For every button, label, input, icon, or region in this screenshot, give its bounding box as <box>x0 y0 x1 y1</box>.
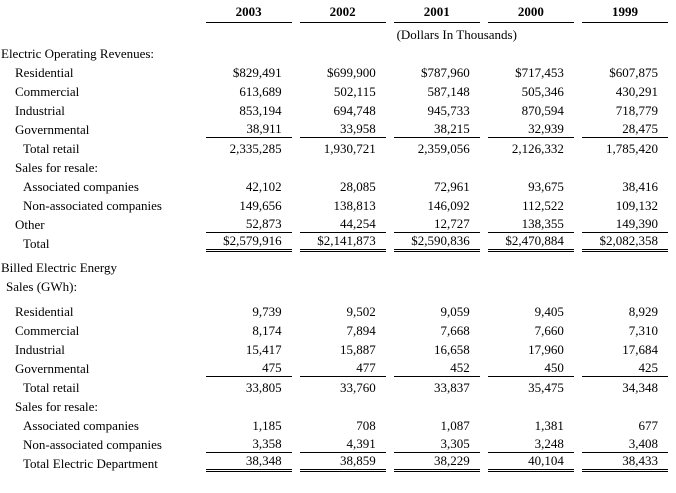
value-cell: 853,194 <box>239 103 282 118</box>
row-label: Total retail <box>23 141 80 156</box>
units-note-row <box>0 23 668 43</box>
value-cell: 38,859 <box>300 453 386 472</box>
value-cell: 9,059 <box>440 304 470 319</box>
value-cell: 109,132 <box>615 198 658 213</box>
value-cell: 16,658 <box>434 342 470 357</box>
value-cell: 33,805 <box>245 380 282 395</box>
value-cell: 587,148 <box>427 84 470 99</box>
table-row <box>0 157 668 176</box>
value-cell: 34,348 <box>622 380 658 395</box>
year-header: 2001 <box>394 2 480 23</box>
value-cell: 17,684 <box>622 342 658 357</box>
row-label: Non-associated companies <box>23 198 162 213</box>
value-cell: 3,305 <box>394 434 480 453</box>
value-cell: 146,092 <box>427 198 470 213</box>
value-cell: 1,087 <box>440 418 470 433</box>
value-cell: 7,660 <box>534 323 564 338</box>
table-row <box>0 43 668 62</box>
value-cell: 149,390 <box>582 214 668 233</box>
value-cell: $699,900 <box>326 65 376 80</box>
value-cell: 945,733 <box>427 103 470 118</box>
value-cell: 8,929 <box>628 304 658 319</box>
year-header-row <box>0 2 668 23</box>
value-cell: $607,875 <box>609 65 658 80</box>
value-cell: $2,579,916 <box>206 233 292 252</box>
value-cell: 9,502 <box>346 304 376 319</box>
value-cell: 1,185 <box>252 418 282 433</box>
table-row <box>0 453 668 472</box>
table-row <box>0 233 668 252</box>
year-header: 2000 <box>488 2 574 23</box>
value-cell: 35,475 <box>528 380 564 395</box>
value-cell: 452 <box>394 358 480 377</box>
table-row <box>0 195 668 214</box>
row-label: Industrial <box>15 342 65 357</box>
value-cell: 718,779 <box>615 103 658 118</box>
value-cell: 425 <box>582 358 668 377</box>
value-cell: 28,085 <box>339 179 376 194</box>
subsection-title: Sales for resale: <box>15 399 99 414</box>
value-cell: $2,470,884 <box>488 233 574 252</box>
value-cell: 9,405 <box>534 304 564 319</box>
table-row <box>0 434 668 453</box>
table-row <box>0 119 668 138</box>
value-cell: 694,748 <box>333 103 376 118</box>
value-cell: 613,689 <box>239 84 282 99</box>
section-title: Billed Electric Energy <box>1 260 117 275</box>
units-note: (Dollars In Thousands) <box>396 27 517 42</box>
value-cell: 1,785,420 <box>606 141 658 156</box>
value-cell: $2,082,358 <box>582 233 668 252</box>
table-row <box>0 214 668 233</box>
value-cell: 7,894 <box>346 323 376 338</box>
value-cell: 38,911 <box>206 119 292 138</box>
row-label: Non-associated companies <box>23 437 162 452</box>
value-cell: $829,491 <box>232 65 282 80</box>
value-cell: 33,837 <box>434 380 470 395</box>
value-cell: 32,939 <box>488 119 574 138</box>
value-cell: 8,174 <box>252 323 282 338</box>
value-cell: $717,453 <box>515 65 564 80</box>
value-cell: 7,310 <box>628 323 658 338</box>
row-label: Total <box>23 236 50 251</box>
value-cell: 12,727 <box>394 214 480 233</box>
subsection-title: Sales for resale: <box>15 160 99 175</box>
row-label: Associated companies <box>23 418 139 433</box>
table-row <box>0 62 668 81</box>
table-row <box>0 358 668 377</box>
table-row <box>0 276 668 295</box>
row-label: Total retail <box>23 380 80 395</box>
value-cell: $2,590,836 <box>394 233 480 252</box>
table-row <box>0 257 668 276</box>
value-cell: 1,381 <box>534 418 564 433</box>
value-cell: 38,433 <box>582 453 668 472</box>
value-cell: 15,417 <box>245 342 282 357</box>
value-cell: 870,594 <box>521 103 564 118</box>
value-cell: 15,887 <box>339 342 376 357</box>
table-row <box>0 138 668 157</box>
value-cell: 40,104 <box>488 453 574 472</box>
value-cell: 430,291 <box>615 84 658 99</box>
value-cell: $787,960 <box>421 65 470 80</box>
row-label: Total Electric Department <box>23 456 158 471</box>
section-title: Electric Operating Revenues: <box>1 46 155 61</box>
table-row <box>0 377 668 396</box>
table-row <box>0 301 668 320</box>
year-header: 2003 <box>206 2 292 23</box>
value-cell: 138,355 <box>488 214 574 233</box>
value-cell: 38,229 <box>394 453 480 472</box>
value-cell: 28,475 <box>582 119 668 138</box>
row-label: Residential <box>15 65 74 80</box>
row-label: Commercial <box>15 84 80 99</box>
financial-table <box>0 2 676 472</box>
value-cell: 7,668 <box>440 323 470 338</box>
value-cell: 450 <box>488 358 574 377</box>
value-cell: 93,675 <box>528 179 564 194</box>
value-cell: 477 <box>300 358 386 377</box>
table-row <box>0 415 668 434</box>
value-cell: 112,522 <box>522 198 564 213</box>
value-cell: 502,115 <box>333 84 376 99</box>
value-cell: 2,126,332 <box>511 141 564 156</box>
row-label: Governmental <box>15 361 90 376</box>
row-label: Other <box>15 217 45 232</box>
value-cell: 17,960 <box>528 342 564 357</box>
value-cell: 505,346 <box>521 84 564 99</box>
table-row <box>0 396 668 415</box>
value-cell: 475 <box>206 358 292 377</box>
value-cell: 42,102 <box>245 179 282 194</box>
value-cell: 2,335,285 <box>229 141 282 156</box>
year-header: 2002 <box>300 2 386 23</box>
value-cell: 4,391 <box>300 434 386 453</box>
value-cell: 138,813 <box>333 198 376 213</box>
value-cell: 72,961 <box>434 179 470 194</box>
row-label: Residential <box>15 304 74 319</box>
value-cell: 2,359,056 <box>417 141 470 156</box>
value-cell: 149,656 <box>239 198 282 213</box>
value-cell: 708 <box>356 418 376 433</box>
section-title: Sales (GWh): <box>6 279 78 294</box>
value-cell: 38,416 <box>622 179 658 194</box>
table-row <box>0 100 668 119</box>
value-cell: 38,348 <box>206 453 292 472</box>
table-row <box>0 320 668 339</box>
table-row <box>0 176 668 195</box>
row-label: Governmental <box>15 122 90 137</box>
value-cell: $2,141,873 <box>300 233 386 252</box>
value-cell: 3,248 <box>488 434 574 453</box>
value-cell: 3,358 <box>206 434 292 453</box>
value-cell: 38,215 <box>394 119 480 138</box>
row-label: Associated companies <box>23 179 139 194</box>
value-cell: 677 <box>638 418 658 433</box>
value-cell: 33,958 <box>300 119 386 138</box>
table-row <box>0 81 668 100</box>
value-cell: 52,873 <box>206 214 292 233</box>
value-cell: 9,739 <box>252 304 282 319</box>
row-label: Industrial <box>15 103 65 118</box>
table-row <box>0 339 668 358</box>
row-label: Commercial <box>15 323 80 338</box>
value-cell: 1,930,721 <box>323 141 376 156</box>
value-cell: 33,760 <box>339 380 376 395</box>
value-cell: 44,254 <box>300 214 386 233</box>
value-cell: 3,408 <box>582 434 668 453</box>
year-header: 1999 <box>582 2 668 23</box>
